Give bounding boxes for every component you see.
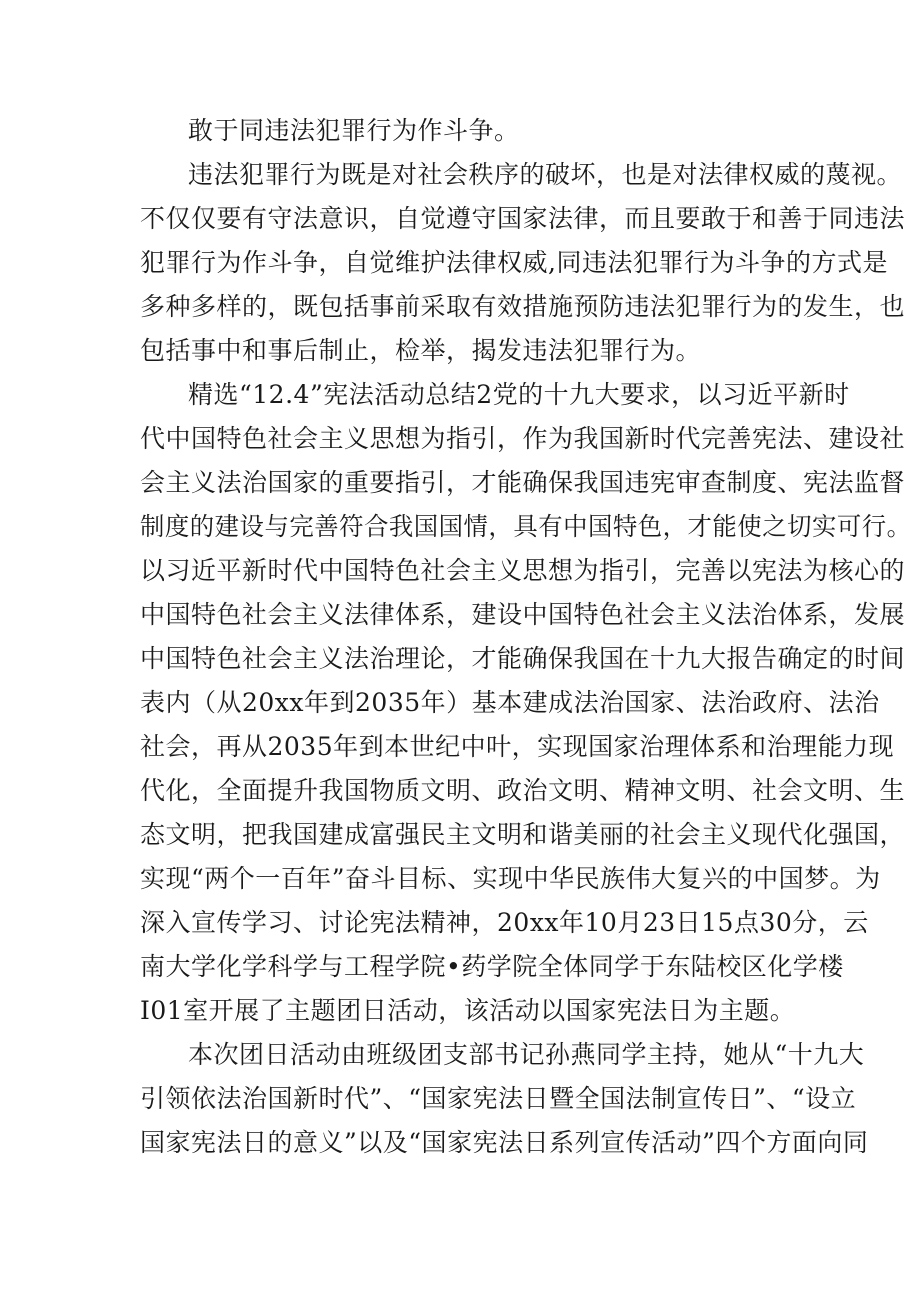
text-line: 中国特色社会主义法律体系，建设中国特色社会主义法治体系，发展: [140, 600, 906, 629]
text-line: 犯罪行为作斗争，自觉维护法律权威,同违法犯罪行为斗争的方式是: [140, 248, 888, 277]
paragraph-start-line: 本次团日活动由班级团支部书记孙燕同学主持，她从“十九大: [188, 1040, 865, 1069]
text-line: 表内（从20xx年到2035年）基本建成法治国家、法治政府、法治: [140, 688, 880, 717]
text-line: 以习近平新时代中国特色社会主义思想为指引，完善以宪法为核心的: [140, 556, 906, 585]
text-line: I01室开展了主题团日活动，该活动以国家宪法日为主题。: [140, 996, 796, 1025]
text-line: 代中国特色社会主义思想为指引，作为我国新时代完善宪法、建设社: [140, 424, 906, 453]
paragraph-start-line: 违法犯罪行为既是对社会秩序的破坏，也是对法律权威的蔑视。: [188, 160, 903, 189]
text-line: 南大学化学科学与工程学院•药学院全体同学于东陆校区化学楼: [140, 952, 844, 981]
text-line: 态文明，把我国建成富强民主文明和谐美丽的社会主义现代化强国，: [140, 820, 906, 849]
text-line: 会主义法治国家的重要指引，才能确保我国违宪审查制度、宪法监督: [140, 468, 906, 497]
text-line: 实现“两个一百年”奋斗目标、实现中华民族伟大复兴的中国梦。为: [140, 864, 881, 893]
text-line: 制度的建设与完善符合我国国情，具有中国特色，才能使之切实可行。: [140, 512, 912, 541]
text-line: 国家宪法日的意义”以及“国家宪法日系列宣传活动”四个方面向同: [140, 1128, 869, 1157]
text-line: 社会，再从2035年到本世纪中叶，实现国家治理体系和治理能力现: [140, 732, 895, 761]
text-line: 不仅仅要有守法意识，自觉遵守国家法律，而且要敢于和善于同违法: [140, 204, 906, 233]
paragraph-start-line: 精选“12.4”宪法活动总结2党的十九大要求，以习近平新时: [188, 380, 850, 409]
text-line: 代化，全面提升我国物质文明、政治文明、精神文明、社会文明、生: [140, 776, 906, 805]
text-line: 深入宣传学习、讨论宪法精神，20xx年10月23日15点30分，云: [140, 908, 869, 937]
text-line: 引领依法治国新时代”、“国家宪法日暨全国法制宣传日”、“设立: [140, 1084, 857, 1113]
text-line: 敢于同违法犯罪行为作斗争。: [188, 116, 520, 145]
text-line: 多种多样的，既包括事前采取有效措施预防违法犯罪行为的发生，也: [140, 292, 906, 321]
text-line: 中国特色社会主义法治理论，才能确保我国在十九大报告确定的时间: [140, 644, 906, 673]
text-line: 包括事中和事后制止，检举，揭发违法犯罪行为。: [140, 336, 702, 365]
